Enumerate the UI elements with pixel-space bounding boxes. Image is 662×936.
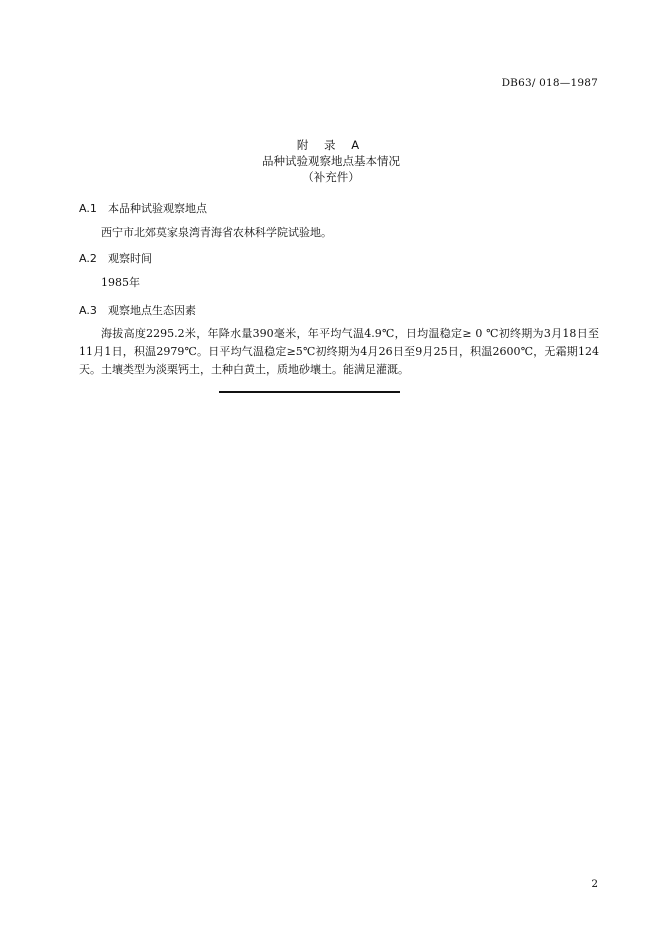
section-title: 观察时间	[108, 252, 152, 265]
appendix-label: 附 录 A	[296, 138, 366, 152]
section-body-a2: 1985年	[101, 276, 140, 289]
appendix-title: 品种试验观察地点基本情况	[262, 154, 400, 168]
standard-code: DB63/ 018—1987	[501, 77, 598, 89]
section-number: A.1	[79, 202, 97, 215]
section-number: A.2	[79, 252, 97, 265]
appendix-note: （补充件）	[302, 170, 360, 184]
section-body-a1: 西宁市北郊莫家泉湾青海省农林科学院试验地。	[101, 226, 332, 239]
section-title: 观察地点生态因素	[108, 304, 196, 317]
section-heading-a3	[79, 302, 196, 318]
page-number: 2	[591, 878, 598, 890]
end-rule	[219, 391, 400, 393]
section-body-a3: 海拔高度2295.2米，年降水量390毫米，年平均气温4.9℃，日均温稳定≥ 0 ℃初终期为3月18日至11月1日，积温2979℃。日平均气温稳定≥5℃初终期为4月26日至9月25日，积温2600℃，无霜期124天。土壤类型为淡栗钙土，土种白黄土，质地砂壤土。能满足灌溉。	[79, 327, 599, 376]
section-title: 本品种试验观察地点	[108, 202, 207, 215]
appendix-title-block	[0, 137, 662, 185]
section-heading-a1	[79, 200, 207, 216]
section-number: A.3	[79, 304, 97, 317]
section-heading-a2	[79, 250, 152, 266]
